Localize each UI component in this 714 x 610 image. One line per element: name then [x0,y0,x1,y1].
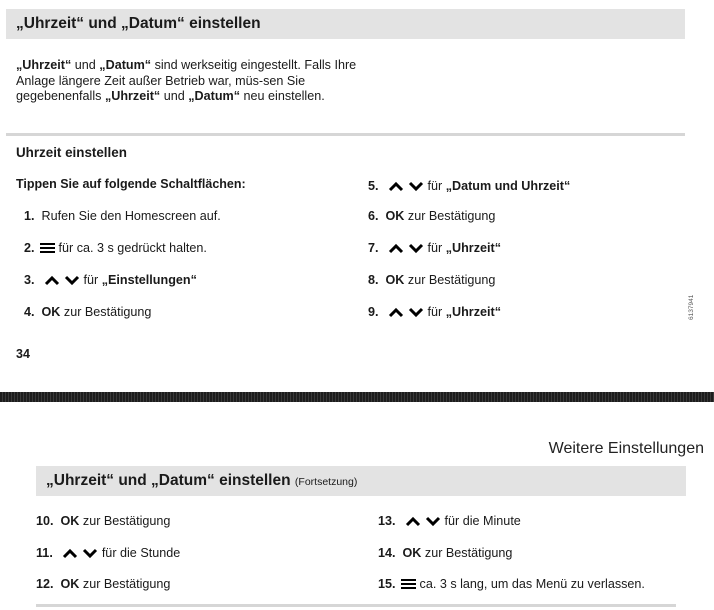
chevron-down-icon [408,181,424,192]
chevron-down-icon [408,243,424,254]
page-number: 34 [16,347,30,361]
section-title-continued: „Uhrzeit“ und „Datum“ einstellen (Fortsetzung) [36,466,686,496]
lead-text: Tippen Sie auf folgende Schaltflächen: [16,177,246,191]
menu-icon [401,579,416,589]
section-rule [6,133,685,136]
chevron-up-icon [388,181,404,192]
step-10: 10. OK zur Bestätigung [36,514,171,528]
chevron-up-icon [405,516,421,527]
step-5: 5. für „Datum und Uhrzeit“ [368,179,571,193]
chevron-down-icon [425,516,441,527]
step-3: 3. für „Einstellungen“ [24,273,197,287]
step-4: 4. OK zur Bestätigung [24,305,152,319]
step-11: 11. für die Stunde [36,546,181,560]
step-1: 1. Rufen Sie den Homescreen auf. [24,209,221,223]
menu-icon [40,243,55,253]
step-9: 9. für „Uhrzeit“ [368,305,501,319]
chevron-down-icon [82,548,98,559]
step-7: 7. für „Uhrzeit“ [368,241,501,255]
step-8: 8. OK zur Bestätigung [368,273,496,287]
chevron-down-icon [408,307,424,318]
document-id: 6137941 [688,294,695,320]
step-6: 6. OK zur Bestätigung [368,209,496,223]
chevron-up-icon [62,548,78,559]
chevron-down-icon [64,275,80,286]
step-12: 12. OK zur Bestätigung [36,577,171,591]
step-15: 15. ca. 3 s lang, um das Menü zu verlassen. [378,577,645,591]
step-13: 13. für die Minute [378,514,521,528]
step-14: 14. OK zur Bestätigung [378,546,513,560]
section-title: „Uhrzeit“ und „Datum“ einstellen [6,9,685,39]
subheading: Uhrzeit einstellen [16,145,127,160]
chevron-up-icon [388,243,404,254]
step-2: 2. für ca. 3 s gedrückt halten. [24,241,207,255]
running-header: Weitere Einstellungen [548,440,704,457]
chevron-up-icon [44,275,60,286]
intro-paragraph: „Uhrzeit“ und „Datum“ sind werkseitig eingestellt. Falls Ihre Anlage längere Zeit außer Betrieb war, müs-sen Sie gegebenenfalls „Uhrzeit“ und „Datum“ neu einstellen. [16,58,357,104]
chevron-up-icon [388,307,404,318]
page-divider [0,392,714,402]
bottom-rule [36,604,676,607]
